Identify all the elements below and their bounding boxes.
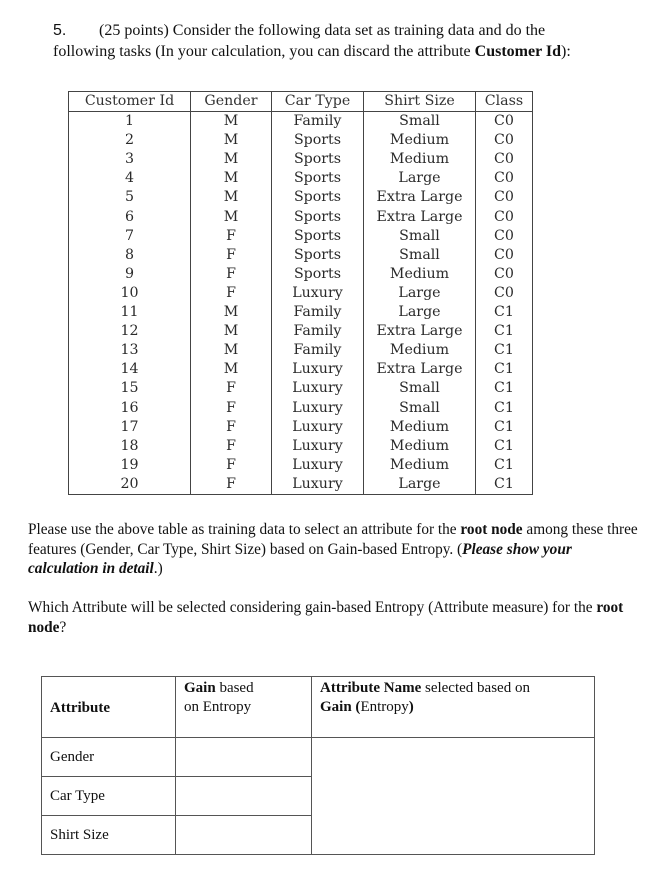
cell-shirt-size: Large xyxy=(364,169,476,188)
cell-customer-id: 4 xyxy=(69,169,191,188)
cell-class: C1 xyxy=(476,379,533,398)
cell-car-type: Family xyxy=(272,341,364,360)
cell-class: C0 xyxy=(476,188,533,207)
table-row xyxy=(69,399,533,418)
table-row xyxy=(69,437,533,456)
cell-shirt-size: Large xyxy=(364,284,476,303)
answer-header-row xyxy=(42,677,595,738)
cell-car-type: Sports xyxy=(272,246,364,265)
header-class: Class xyxy=(476,92,533,112)
cell-gender: M xyxy=(191,188,272,207)
answer-header-selected xyxy=(312,677,595,738)
instructions-paragraph xyxy=(28,520,640,579)
cell-car-type: Luxury xyxy=(272,399,364,418)
training-data-table xyxy=(68,91,533,495)
cell-gender: M xyxy=(191,131,272,150)
cell-gender: M xyxy=(191,322,272,341)
table-row xyxy=(69,322,533,341)
cell-shirt-size: Extra Large xyxy=(364,322,476,341)
answer-row-gender xyxy=(42,738,595,777)
cell-class: C0 xyxy=(476,112,533,132)
answer-attribute-gender: Gender xyxy=(42,738,176,777)
cell-car-type: Luxury xyxy=(272,360,364,379)
question-header xyxy=(53,20,633,62)
header-car-type: Car Type xyxy=(272,92,364,112)
discard-attribute-name: Customer Id xyxy=(474,43,562,60)
cell-car-type: Luxury xyxy=(272,456,364,475)
cell-car-type: Luxury xyxy=(272,437,364,456)
cell-class: C0 xyxy=(476,131,533,150)
table-row xyxy=(69,188,533,207)
table-row xyxy=(69,284,533,303)
cell-gender: F xyxy=(191,418,272,437)
table-row xyxy=(69,303,533,322)
cell-gender: F xyxy=(191,284,272,303)
cell-customer-id: 16 xyxy=(69,399,191,418)
cell-class: C0 xyxy=(476,265,533,284)
question-intro: (25 points) Consider the following data set as training data and do the xyxy=(99,22,546,39)
question-line2-prefix: following tasks (In your calculation, you can discard the attribute xyxy=(53,43,475,60)
cell-customer-id: 3 xyxy=(69,150,191,169)
cell-car-type: Family xyxy=(272,303,364,322)
gain-input-shirt-size[interactable] xyxy=(176,816,312,855)
cell-gender: F xyxy=(191,246,272,265)
cell-class: C1 xyxy=(476,418,533,437)
cell-car-type: Sports xyxy=(272,169,364,188)
cell-customer-id: 9 xyxy=(69,265,191,284)
cell-customer-id: 12 xyxy=(69,322,191,341)
cell-customer-id: 10 xyxy=(69,284,191,303)
cell-customer-id: 11 xyxy=(69,303,191,322)
cell-customer-id: 8 xyxy=(69,246,191,265)
cell-customer-id: 15 xyxy=(69,379,191,398)
cell-customer-id: 13 xyxy=(69,341,191,360)
cell-car-type: Family xyxy=(272,112,364,132)
answer-header-attribute-label: Attribute xyxy=(50,699,110,716)
answer-header-gain-line2: on Entropy xyxy=(184,699,252,715)
answer-header-gain xyxy=(176,677,312,738)
header-shirt-size: Shirt Size xyxy=(364,92,476,112)
cell-class: C1 xyxy=(476,341,533,360)
instructions-show-calculation: Please show your calculation in detail xyxy=(28,540,572,577)
cell-shirt-size: Medium xyxy=(364,437,476,456)
cell-shirt-size: Large xyxy=(364,475,476,495)
table-row xyxy=(69,112,533,132)
table-row xyxy=(69,208,533,227)
cell-shirt-size: Small xyxy=(364,246,476,265)
table-row xyxy=(69,246,533,265)
gain-input-gender[interactable] xyxy=(176,738,312,777)
answer-header-selected-bold2c: ) xyxy=(408,699,414,715)
cell-shirt-size: Medium xyxy=(364,131,476,150)
table-row xyxy=(69,131,533,150)
cell-shirt-size: Medium xyxy=(364,418,476,437)
table-row xyxy=(69,456,533,475)
cell-gender: F xyxy=(191,475,272,495)
answer-table xyxy=(41,676,595,855)
cell-class: C1 xyxy=(476,475,533,495)
cell-gender: M xyxy=(191,208,272,227)
cell-class: C0 xyxy=(476,150,533,169)
cell-customer-id: 14 xyxy=(69,360,191,379)
cell-class: C0 xyxy=(476,169,533,188)
answer-attribute-shirt-size: Shirt Size xyxy=(42,816,176,855)
cell-customer-id: 19 xyxy=(69,456,191,475)
question-number: 5. xyxy=(53,22,67,39)
cell-customer-id: 6 xyxy=(69,208,191,227)
table-row xyxy=(69,150,533,169)
cell-gender: F xyxy=(191,265,272,284)
cell-car-type: Sports xyxy=(272,227,364,246)
cell-car-type: Luxury xyxy=(272,475,364,495)
cell-car-type: Luxury xyxy=(272,284,364,303)
cell-car-type: Sports xyxy=(272,150,364,169)
cell-car-type: Sports xyxy=(272,265,364,284)
header-customer-id: Customer Id xyxy=(69,92,191,112)
table-row xyxy=(69,341,533,360)
answer-header-gain-rest: based xyxy=(215,680,254,696)
cell-shirt-size: Medium xyxy=(364,341,476,360)
answer-header-gain-bold: Gain xyxy=(184,680,216,696)
root-node-question xyxy=(28,598,640,637)
cell-shirt-size: Small xyxy=(364,112,476,132)
cell-customer-id: 17 xyxy=(69,418,191,437)
table-row xyxy=(69,227,533,246)
cell-car-type: Luxury xyxy=(272,418,364,437)
cell-gender: F xyxy=(191,227,272,246)
instructions-text-c: .) xyxy=(153,560,163,577)
answer-header-attribute xyxy=(42,677,176,738)
table-row xyxy=(69,265,533,284)
answer-attribute-car-type: Car Type xyxy=(42,777,176,816)
instructions-text-b: among these three features (Gender, Car Type, Shirt Size) based on Gain-based Entropy. ( xyxy=(28,521,638,558)
selected-attribute-answer-cell[interactable] xyxy=(312,738,595,855)
cell-shirt-size: Small xyxy=(364,379,476,398)
cell-gender: M xyxy=(191,150,272,169)
question2-text-b: ? xyxy=(59,618,67,636)
instructions-text-a: Please use the above table as training data to select an attribute for the xyxy=(28,521,461,538)
cell-customer-id: 1 xyxy=(69,112,191,132)
cell-class: C0 xyxy=(476,246,533,265)
cell-gender: F xyxy=(191,399,272,418)
cell-gender: M xyxy=(191,112,272,132)
table-row xyxy=(69,360,533,379)
cell-gender: M xyxy=(191,341,272,360)
cell-customer-id: 7 xyxy=(69,227,191,246)
cell-customer-id: 5 xyxy=(69,188,191,207)
cell-shirt-size: Extra Large xyxy=(364,188,476,207)
answer-header-selected-entropy: Entropy xyxy=(360,699,409,715)
cell-shirt-size: Extra Large xyxy=(364,360,476,379)
table-row xyxy=(69,475,533,495)
table-header-row xyxy=(69,92,533,112)
cell-class: C0 xyxy=(476,227,533,246)
cell-car-type: Sports xyxy=(272,208,364,227)
cell-class: C0 xyxy=(476,208,533,227)
answer-header-selected-bold1: Attribute Name xyxy=(320,680,422,696)
cell-car-type: Family xyxy=(272,322,364,341)
cell-class: C0 xyxy=(476,284,533,303)
question-line-1 xyxy=(53,20,633,41)
gain-input-car-type[interactable] xyxy=(176,777,312,816)
cell-class: C1 xyxy=(476,456,533,475)
instructions-root-node: root node xyxy=(460,521,523,538)
cell-gender: M xyxy=(191,360,272,379)
answer-header-selected-rest: selected based on xyxy=(421,680,530,696)
question2-root-node: root node xyxy=(28,599,624,636)
cell-class: C1 xyxy=(476,303,533,322)
cell-car-type: Luxury xyxy=(272,379,364,398)
cell-customer-id: 20 xyxy=(69,475,191,495)
table-row xyxy=(69,418,533,437)
cell-shirt-size: Medium xyxy=(364,150,476,169)
answer-header-selected-bold2: Gain ( xyxy=(320,699,361,715)
cell-shirt-size: Large xyxy=(364,303,476,322)
cell-class: C1 xyxy=(476,322,533,341)
cell-gender: F xyxy=(191,456,272,475)
table-row xyxy=(69,169,533,188)
cell-shirt-size: Extra Large xyxy=(364,208,476,227)
cell-class: C1 xyxy=(476,437,533,456)
cell-gender: M xyxy=(191,169,272,188)
cell-car-type: Sports xyxy=(272,188,364,207)
cell-gender: M xyxy=(191,303,272,322)
cell-customer-id: 18 xyxy=(69,437,191,456)
header-gender: Gender xyxy=(191,92,272,112)
table-row xyxy=(69,379,533,398)
cell-customer-id: 2 xyxy=(69,131,191,150)
question2-text-a: Which Attribute will be selected considering gain-based Entropy (Attribute measure) for the xyxy=(28,599,597,616)
cell-shirt-size: Medium xyxy=(364,456,476,475)
cell-shirt-size: Medium xyxy=(364,265,476,284)
question-line-2 xyxy=(53,41,633,62)
cell-gender: F xyxy=(191,379,272,398)
cell-shirt-size: Small xyxy=(364,399,476,418)
cell-shirt-size: Small xyxy=(364,227,476,246)
cell-class: C1 xyxy=(476,399,533,418)
cell-car-type: Sports xyxy=(272,131,364,150)
cell-gender: F xyxy=(191,437,272,456)
question-line2-suffix: ): xyxy=(561,43,571,60)
cell-class: C1 xyxy=(476,360,533,379)
